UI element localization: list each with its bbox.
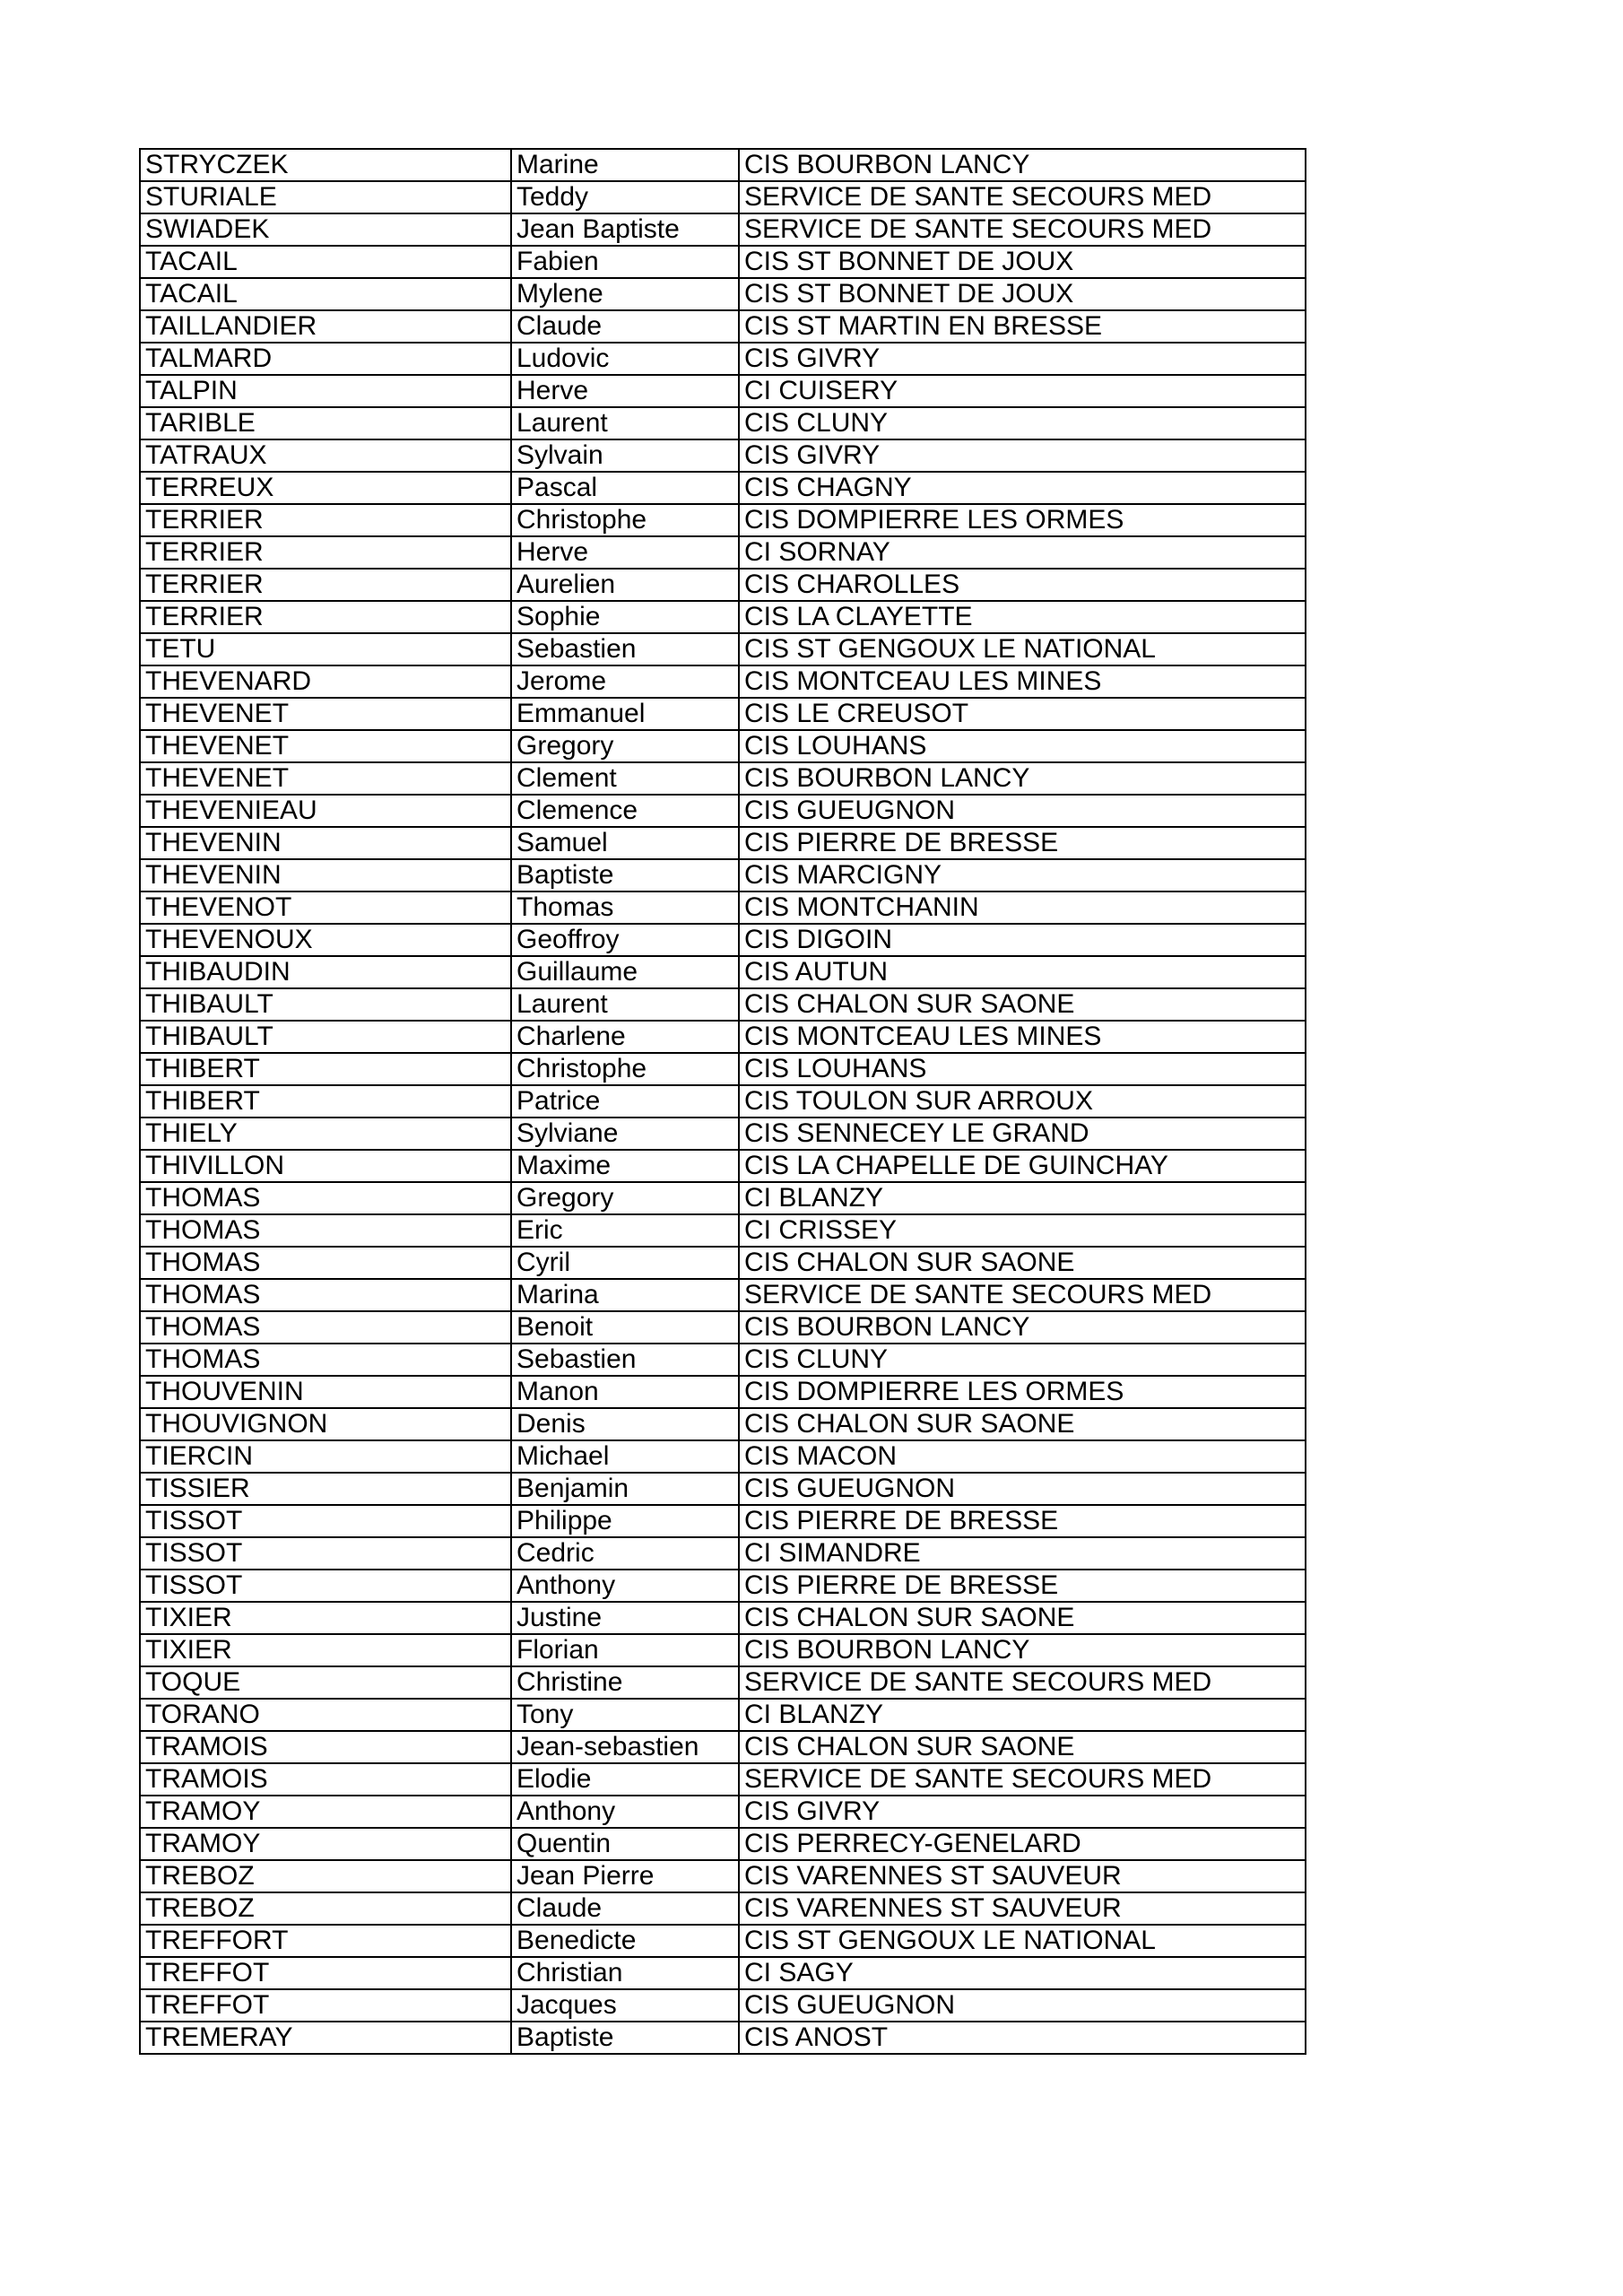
unit-cell: CIS PIERRE DE BRESSE	[739, 827, 1306, 859]
first-name-cell: Sebastien	[511, 1344, 739, 1376]
table-row	[140, 1408, 1306, 1440]
table-row	[140, 504, 1306, 536]
last-name-cell: TERRIER	[140, 504, 511, 536]
unit-cell: CI CUISERY	[739, 375, 1306, 407]
table-row	[140, 213, 1306, 246]
table-row	[140, 149, 1306, 181]
first-name-cell: Anthony	[511, 1570, 739, 1602]
first-name-cell: Herve	[511, 536, 739, 569]
table-row	[140, 439, 1306, 472]
first-name-cell: Maxime	[511, 1150, 739, 1182]
last-name-cell: THEVENET	[140, 698, 511, 730]
unit-cell: CIS MONTCHANIN	[739, 891, 1306, 924]
last-name-cell: THEVENET	[140, 730, 511, 762]
first-name-cell: Aurelien	[511, 569, 739, 601]
last-name-cell: THEVENOT	[140, 891, 511, 924]
unit-cell: CIS GIVRY	[739, 343, 1306, 375]
first-name-cell: Sylvain	[511, 439, 739, 472]
unit-cell: CIS CHALON SUR SAONE	[739, 1731, 1306, 1763]
table-row	[140, 1989, 1306, 2022]
table-row	[140, 1731, 1306, 1763]
table-row	[140, 1344, 1306, 1376]
table-row	[140, 246, 1306, 278]
unit-cell: CI SAGY	[739, 1957, 1306, 1989]
last-name-cell: TRAMOY	[140, 1796, 511, 1828]
unit-cell: CIS GUEUGNON	[739, 1473, 1306, 1505]
first-name-cell: Jean Pierre	[511, 1860, 739, 1892]
first-name-cell: Cyril	[511, 1247, 739, 1279]
last-name-cell: THOMAS	[140, 1279, 511, 1311]
unit-cell: CI BLANZY	[739, 1699, 1306, 1731]
table-row	[140, 762, 1306, 795]
first-name-cell: Jacques	[511, 1989, 739, 2022]
table-row	[140, 1440, 1306, 1473]
last-name-cell: THEVENIN	[140, 827, 511, 859]
last-name-cell: TORANO	[140, 1699, 511, 1731]
table-row	[140, 1118, 1306, 1150]
last-name-cell: TERRIER	[140, 536, 511, 569]
first-name-cell: Thomas	[511, 891, 739, 924]
table-row	[140, 924, 1306, 956]
first-name-cell: Charlene	[511, 1021, 739, 1053]
table-row	[140, 1473, 1306, 1505]
last-name-cell: THOMAS	[140, 1311, 511, 1344]
table-row	[140, 1570, 1306, 1602]
unit-cell: CIS MONTCEAU LES MINES	[739, 1021, 1306, 1053]
unit-cell: CIS SENNECEY LE GRAND	[739, 1118, 1306, 1150]
first-name-cell: Samuel	[511, 827, 739, 859]
first-name-cell: Michael	[511, 1440, 739, 1473]
last-name-cell: THIBAUDIN	[140, 956, 511, 988]
unit-cell: CI CRISSEY	[739, 1214, 1306, 1247]
first-name-cell: Sophie	[511, 601, 739, 633]
unit-cell: CIS DIGOIN	[739, 924, 1306, 956]
last-name-cell: THOUVIGNON	[140, 1408, 511, 1440]
first-name-cell: Marina	[511, 1279, 739, 1311]
table-row	[140, 1925, 1306, 1957]
first-name-cell: Christian	[511, 1957, 739, 1989]
first-name-cell: Baptiste	[511, 859, 739, 891]
unit-cell: CI SORNAY	[739, 536, 1306, 569]
table-row	[140, 698, 1306, 730]
last-name-cell: THEVENOUX	[140, 924, 511, 956]
table-row	[140, 472, 1306, 504]
last-name-cell: TACAIL	[140, 278, 511, 310]
unit-cell: SERVICE DE SANTE SECOURS MED	[739, 1763, 1306, 1796]
unit-cell: CIS ST BONNET DE JOUX	[739, 278, 1306, 310]
unit-cell: CIS MARCIGNY	[739, 859, 1306, 891]
personnel-table-body	[140, 149, 1306, 2054]
unit-cell: CIS LOUHANS	[739, 730, 1306, 762]
table-row	[140, 1892, 1306, 1925]
table-row	[140, 1602, 1306, 1634]
unit-cell: CIS MACON	[739, 1440, 1306, 1473]
last-name-cell: TRAMOIS	[140, 1763, 511, 1796]
unit-cell: CIS VARENNES ST SAUVEUR	[739, 1860, 1306, 1892]
table-row	[140, 1957, 1306, 1989]
unit-cell: CIS ANOST	[739, 2022, 1306, 2054]
table-row	[140, 1376, 1306, 1408]
unit-cell: CIS DOMPIERRE LES ORMES	[739, 504, 1306, 536]
last-name-cell: THIBAULT	[140, 1021, 511, 1053]
unit-cell: CIS BOURBON LANCY	[739, 1634, 1306, 1666]
last-name-cell: THOMAS	[140, 1182, 511, 1214]
unit-cell: SERVICE DE SANTE SECOURS MED	[739, 1666, 1306, 1699]
last-name-cell: STRYCZEK	[140, 149, 511, 181]
unit-cell: CIS BOURBON LANCY	[739, 149, 1306, 181]
first-name-cell: Gregory	[511, 1182, 739, 1214]
unit-cell: CIS PIERRE DE BRESSE	[739, 1505, 1306, 1537]
table-row	[140, 1214, 1306, 1247]
first-name-cell: Claude	[511, 310, 739, 343]
table-row	[140, 1053, 1306, 1085]
table-row	[140, 343, 1306, 375]
table-row	[140, 1311, 1306, 1344]
first-name-cell: Manon	[511, 1376, 739, 1408]
table-row	[140, 1699, 1306, 1731]
first-name-cell: Jean-sebastien	[511, 1731, 739, 1763]
table-row	[140, 1150, 1306, 1182]
first-name-cell: Quentin	[511, 1828, 739, 1860]
last-name-cell: TATRAUX	[140, 439, 511, 472]
last-name-cell: TRAMOIS	[140, 1731, 511, 1763]
unit-cell: CIS GUEUGNON	[739, 795, 1306, 827]
first-name-cell: Florian	[511, 1634, 739, 1666]
unit-cell: CIS PIERRE DE BRESSE	[739, 1570, 1306, 1602]
first-name-cell: Benjamin	[511, 1473, 739, 1505]
last-name-cell: TIXIER	[140, 1634, 511, 1666]
personnel-table	[139, 148, 1306, 2055]
unit-cell: CIS GUEUGNON	[739, 1989, 1306, 2022]
unit-cell: CIS GIVRY	[739, 439, 1306, 472]
table-row	[140, 278, 1306, 310]
last-name-cell: TAILLANDIER	[140, 310, 511, 343]
table-row	[140, 730, 1306, 762]
unit-cell: SERVICE DE SANTE SECOURS MED	[739, 181, 1306, 213]
unit-cell: CIS CHAGNY	[739, 472, 1306, 504]
table-row	[140, 407, 1306, 439]
table-row	[140, 1505, 1306, 1537]
first-name-cell: Sylviane	[511, 1118, 739, 1150]
first-name-cell: Teddy	[511, 181, 739, 213]
last-name-cell: THEVENIN	[140, 859, 511, 891]
table-row	[140, 569, 1306, 601]
table-row	[140, 1182, 1306, 1214]
first-name-cell: Herve	[511, 375, 739, 407]
last-name-cell: TALMARD	[140, 343, 511, 375]
first-name-cell: Baptiste	[511, 2022, 739, 2054]
first-name-cell: Gregory	[511, 730, 739, 762]
last-name-cell: TETU	[140, 633, 511, 665]
table-row	[140, 665, 1306, 698]
table-row	[140, 536, 1306, 569]
table-row	[140, 2022, 1306, 2054]
unit-cell: CIS PERRECY-GENELARD	[739, 1828, 1306, 1860]
last-name-cell: TACAIL	[140, 246, 511, 278]
unit-cell: CIS CHALON SUR SAONE	[739, 988, 1306, 1021]
table-row	[140, 1860, 1306, 1892]
table-row	[140, 1279, 1306, 1311]
first-name-cell: Christophe	[511, 504, 739, 536]
table-row	[140, 310, 1306, 343]
last-name-cell: THOMAS	[140, 1247, 511, 1279]
first-name-cell: Ludovic	[511, 343, 739, 375]
last-name-cell: TERREUX	[140, 472, 511, 504]
last-name-cell: TISSOT	[140, 1505, 511, 1537]
last-name-cell: THIBERT	[140, 1053, 511, 1085]
first-name-cell: Claude	[511, 1892, 739, 1925]
first-name-cell: Tony	[511, 1699, 739, 1731]
unit-cell: CIS LA CLAYETTE	[739, 601, 1306, 633]
first-name-cell: Laurent	[511, 407, 739, 439]
table-row	[140, 1085, 1306, 1118]
table-row	[140, 601, 1306, 633]
last-name-cell: THEVENIEAU	[140, 795, 511, 827]
unit-cell: SERVICE DE SANTE SECOURS MED	[739, 213, 1306, 246]
unit-cell: CIS CHALON SUR SAONE	[739, 1602, 1306, 1634]
table-row	[140, 181, 1306, 213]
first-name-cell: Pascal	[511, 472, 739, 504]
unit-cell: CIS TOULON SUR ARROUX	[739, 1085, 1306, 1118]
table-row	[140, 859, 1306, 891]
first-name-cell: Christine	[511, 1666, 739, 1699]
unit-cell: CIS MONTCEAU LES MINES	[739, 665, 1306, 698]
first-name-cell: Marine	[511, 149, 739, 181]
first-name-cell: Jean Baptiste	[511, 213, 739, 246]
unit-cell: SERVICE DE SANTE SECOURS MED	[739, 1279, 1306, 1311]
last-name-cell: TIXIER	[140, 1602, 511, 1634]
unit-cell: CIS BOURBON LANCY	[739, 762, 1306, 795]
table-row	[140, 891, 1306, 924]
unit-cell: CIS LOUHANS	[739, 1053, 1306, 1085]
table-row	[140, 827, 1306, 859]
table-row	[140, 1634, 1306, 1666]
first-name-cell: Clemence	[511, 795, 739, 827]
last-name-cell: THIBERT	[140, 1085, 511, 1118]
unit-cell: CIS ST MARTIN EN BRESSE	[739, 310, 1306, 343]
first-name-cell: Mylene	[511, 278, 739, 310]
last-name-cell: TREBOZ	[140, 1892, 511, 1925]
first-name-cell: Benoit	[511, 1311, 739, 1344]
unit-cell: CIS CHAROLLES	[739, 569, 1306, 601]
last-name-cell: THOUVENIN	[140, 1376, 511, 1408]
last-name-cell: THIVILLON	[140, 1150, 511, 1182]
table-row	[140, 1247, 1306, 1279]
unit-cell: CI SIMANDRE	[739, 1537, 1306, 1570]
last-name-cell: TRAMOY	[140, 1828, 511, 1860]
unit-cell: CIS ST GENGOUX LE NATIONAL	[739, 633, 1306, 665]
first-name-cell: Christophe	[511, 1053, 739, 1085]
last-name-cell: TERRIER	[140, 601, 511, 633]
unit-cell: CIS GIVRY	[739, 1796, 1306, 1828]
last-name-cell: TISSOT	[140, 1570, 511, 1602]
last-name-cell: TREMERAY	[140, 2022, 511, 2054]
unit-cell: CIS CLUNY	[739, 407, 1306, 439]
last-name-cell: TREBOZ	[140, 1860, 511, 1892]
table-row	[140, 1828, 1306, 1860]
unit-cell: CIS ST BONNET DE JOUX	[739, 246, 1306, 278]
first-name-cell: Benedicte	[511, 1925, 739, 1957]
first-name-cell: Cedric	[511, 1537, 739, 1570]
last-name-cell: THOMAS	[140, 1214, 511, 1247]
unit-cell: CIS BOURBON LANCY	[739, 1311, 1306, 1344]
last-name-cell: TISSOT	[140, 1537, 511, 1570]
last-name-cell: THEVENARD	[140, 665, 511, 698]
table-row	[140, 795, 1306, 827]
unit-cell: CIS CHALON SUR SAONE	[739, 1247, 1306, 1279]
first-name-cell: Fabien	[511, 246, 739, 278]
last-name-cell: TREFFOT	[140, 1957, 511, 1989]
first-name-cell: Emmanuel	[511, 698, 739, 730]
table-row	[140, 1796, 1306, 1828]
last-name-cell: TISSIER	[140, 1473, 511, 1505]
table-row	[140, 375, 1306, 407]
unit-cell: CI BLANZY	[739, 1182, 1306, 1214]
first-name-cell: Eric	[511, 1214, 739, 1247]
table-row	[140, 1763, 1306, 1796]
table-row	[140, 988, 1306, 1021]
table-row	[140, 1537, 1306, 1570]
first-name-cell: Justine	[511, 1602, 739, 1634]
first-name-cell: Geoffroy	[511, 924, 739, 956]
first-name-cell: Sebastien	[511, 633, 739, 665]
first-name-cell: Laurent	[511, 988, 739, 1021]
last-name-cell: STURIALE	[140, 181, 511, 213]
unit-cell: CIS VARENNES ST SAUVEUR	[739, 1892, 1306, 1925]
last-name-cell: THIBAULT	[140, 988, 511, 1021]
last-name-cell: TREFFORT	[140, 1925, 511, 1957]
last-name-cell: TALPIN	[140, 375, 511, 407]
last-name-cell: TOQUE	[140, 1666, 511, 1699]
first-name-cell: Anthony	[511, 1796, 739, 1828]
unit-cell: CIS CHALON SUR SAONE	[739, 1408, 1306, 1440]
last-name-cell: THIELY	[140, 1118, 511, 1150]
first-name-cell: Denis	[511, 1408, 739, 1440]
first-name-cell: Jerome	[511, 665, 739, 698]
first-name-cell: Elodie	[511, 1763, 739, 1796]
table-row	[140, 956, 1306, 988]
unit-cell: CIS LE CREUSOT	[739, 698, 1306, 730]
table-row	[140, 1666, 1306, 1699]
first-name-cell: Philippe	[511, 1505, 739, 1537]
unit-cell: CIS DOMPIERRE LES ORMES	[739, 1376, 1306, 1408]
last-name-cell: TERRIER	[140, 569, 511, 601]
unit-cell: CIS CLUNY	[739, 1344, 1306, 1376]
unit-cell: CIS AUTUN	[739, 956, 1306, 988]
table-row	[140, 1021, 1306, 1053]
last-name-cell: THOMAS	[140, 1344, 511, 1376]
last-name-cell: SWIADEK	[140, 213, 511, 246]
first-name-cell: Guillaume	[511, 956, 739, 988]
last-name-cell: TARIBLE	[140, 407, 511, 439]
first-name-cell: Clement	[511, 762, 739, 795]
unit-cell: CIS LA CHAPELLE DE GUINCHAY	[739, 1150, 1306, 1182]
last-name-cell: TREFFOT	[140, 1989, 511, 2022]
unit-cell: CIS ST GENGOUX LE NATIONAL	[739, 1925, 1306, 1957]
table-row	[140, 633, 1306, 665]
last-name-cell: THEVENET	[140, 762, 511, 795]
first-name-cell: Patrice	[511, 1085, 739, 1118]
last-name-cell: TIERCIN	[140, 1440, 511, 1473]
